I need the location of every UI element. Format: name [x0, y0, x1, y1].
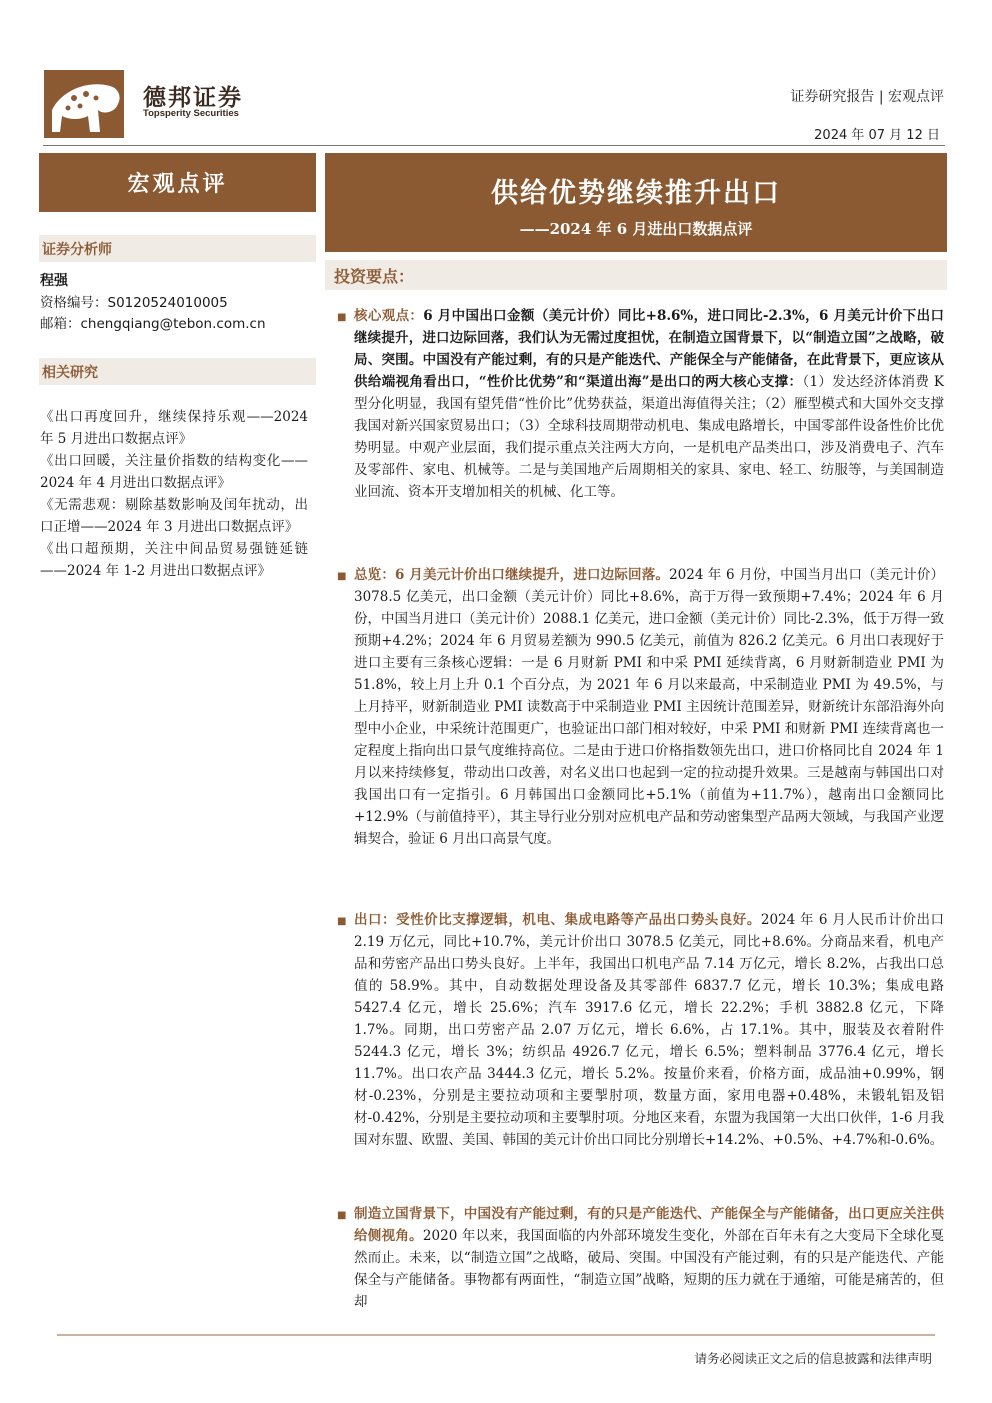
key-points-label: 投资要点： [334, 266, 415, 286]
bullet-paragraph [354, 564, 944, 850]
related-section-header [39, 358, 316, 385]
analyst-email: 邮箱：chengqiang@tebon.com.cn [40, 316, 266, 332]
related-item[interactable]: 《出口超预期，关注中间品贸易强链延链——2024 年 1-2 月进出口数据点评》 [40, 541, 308, 579]
bullet-bold: 6 月中国出口金额（美元计价）同比+8.6%，进口同比-2.3%，6 月美元计价下出口继续提升，进口边际回落，我们认为无需过度担忧，在制造立国背景下，以“制造立国”之战略，破局、突围。中国没有产能过剩，有的只是产能迭代、产能保全与产能储备，在此背景下，更应该从供给端视角看出口，“性价比优势”和“渠道出海”是出口的两大核心支撑： [354, 308, 944, 390]
related-item[interactable]: 《出口再度回升，继续保持乐观——2024 年 5 月进出口数据点评》 [40, 409, 308, 447]
bullet-lead: 总览：6 月美元计价出口继续提升，进口边际回落。 [354, 567, 670, 583]
bullet-icon: ■ [337, 916, 347, 927]
category-banner [39, 153, 316, 212]
analyst-license: 资格编号：S0120524010005 [40, 295, 228, 311]
report-date: 2024 年 07 月 12 日 [814, 128, 940, 143]
analyst-name: 程强 [40, 273, 68, 289]
bullet-text: 2024 年 6 月份，中国当月出口（美元计价）3078.5 亿美元，出口金额（美元计价）同比+8.6%，高于万得一致预期+7.4%；2024 年 6 月份，中国当月进口（美元计价）2088.1 亿美元，进口金额（美元计价）同比-2.3%，低于万得一致预期+4.2%；2024 年 6 月贸易差额为 990.5 亿美元，前值为 826.2 亿美元。6 月出口表现好于进口主要有三条核心逻辑：一是 6 月财新 PMI 和中采 PMI 延续背离，6 月财新制造业 PMI 为 51.8%，较上月上升 0.1 个百分点，为 2021 年 6 月以来最高，中采制造业 PMI 为 49.5%，与上月持平，财新制造业 PMI 读数高于中采制造业 PMI 主因统计范围差异，财新统计东部沿海外向型中小企业，中采统计范围更广，也验证出口部门相对较好，中采 PMI 和财新 PMI 连续背离也一定程度上指向出口景气度维持高位。二是由于进口价格指数领先出口，进口价格同比自 2024 年 1 月以来持续修复，带动出口改善，对名义出口也起到一定的拉动提升效果。三是越南与韩国出口对我国出口有一定指引。6 月韩国出口金额同比+5.1%（前值为+11.7%），越南出口金额同比+12.9%（与前值持平），其主导行业分别对应机电产品和劳动密集型产品两大领域，与我国产业逻辑契合，验证 6 月出口高景气度。 [354, 567, 945, 847]
bullet-text: （1）发达经济体消费 K 型分化明显，我国有望凭借“性价比”优势获益，渠道出海值得关注；（2）雁型模式和大国外交支撑我国对新兴国家贸易出口；（3）全球科技周期带动机电、集成电路增长，中国零部件设备性价比优势明显。中观产业层面，我们提示重点关注两大方向，一是机电产品类出口，涉及消费电子、汽车及零部件、家电、机械等。二是与美国地产后周期相关的家具、家电、轻工、纺服等，与美国制造业回流、资本开支增加相关的机械、化工等。 [354, 374, 945, 500]
related-item[interactable]: 《无需悲观：剔除基数影响及闰年扰动，出口正增——2024 年 3 月进出口数据点评》 [40, 497, 308, 535]
header-divider [43, 145, 945, 146]
bullet-text: 2020 年以来，我国面临的内外部环境发生变化，外部在百年未有之大变局下全球化戛然而止。未来，以“制造立国”之战略，破局、突围。中国没有产能过剩，有的只是产能迭代、产能保全与产能储备。事物都有两面性，“制造立国”战略，短期的压力就在于通缩，可能是痛苦的，但却 [354, 1228, 944, 1310]
company-logo [44, 70, 124, 138]
footer-divider [57, 1334, 935, 1336]
bullet-icon: ■ [337, 312, 347, 323]
analyst-section-header [39, 235, 316, 262]
footer-disclaimer[interactable]: 请务必阅读正文之后的信息披露和法律声明 [694, 1351, 932, 1366]
bullet-lead: 出口：受性价比支撑逻辑，机电、集成电路等产品出口势头良好。 [354, 912, 761, 928]
brand-name-en: Topsperity Securities [143, 108, 239, 119]
bullet-paragraph [354, 1203, 944, 1313]
bullet-icon: ■ [337, 571, 347, 582]
bullet-text: 2024 年 6 月人民币计价出口 2.19 万亿元，同比+10.7%，美元计价出口 3078.5 亿美元，同比+8.6%。分商品来看，机电产品和劳密产品出口势头良好。上半年，我国出口机电产品 7.14 万亿元，增长 8.2%，占我出口总值的 58.9%。其中，自动数据处理设备及其零部件 6837.7 亿元，增长 10.3%；集成电路 5427.4 亿元，增长 25.6%；汽车 3917.6 亿元，增长 22.2%；手机 3882.8 亿元，下降 1.7%。同期，出口劳密产品 2.07 万亿元，增长 6.6%，占 17.1%。其中，服装及衣着附件 5244.3 亿元，增长 3%；纺织品 4926.7 亿元，增长 6.5%；塑料制品 3776.4 亿元，增长 11.7%。出口农产品 3444.3 亿元，增长 5.2%。按量价来看，价格方面，成品油+0.99%，钢材-0.23%，分别是主要拉动项和主要掣肘项，数量方面，家用电器+0.48%，未锻轧铝及铝材-0.42%，分别是主要拉动项和主要掣肘项。分地区来看，东盟为我国第一大出口伙伴，1-6 月我国对东盟、欧盟、美国、韩国的美元计价出口同比分别增长+14.2%、+0.5%、+4.7%和-0.6%。 [354, 912, 945, 1148]
bullet-paragraph [354, 909, 944, 1151]
related-research-list [40, 406, 308, 582]
bullet-icon: ■ [337, 1210, 347, 1221]
related-section-title: 相关研究 [42, 364, 98, 381]
category-label: 宏观点评 [127, 171, 228, 197]
brand-name-cn: 德邦证券 [143, 85, 243, 111]
report-title: 供给优势继续推升出口 [491, 178, 781, 209]
report-subtitle: ——2024 年 6 月进出口数据点评 [519, 220, 753, 238]
bullet-paragraph [354, 305, 944, 503]
bullet-lead: 核心观点： [354, 308, 424, 324]
bullet-lead: 制造立国背景下，中国没有产能过剩，有的只是产能迭代、产能保全与产能储备，出口更应关注供给侧视角。 [354, 1206, 944, 1244]
report-type: 证券研究报告 | 宏观点评 [790, 89, 944, 105]
related-item[interactable]: 《出口回暖，关注量价指数的结构变化——2024 年 4 月进出口数据点评》 [40, 453, 308, 491]
title-banner [325, 153, 947, 252]
analyst-section-title: 证券分析师 [42, 241, 112, 258]
key-points-header [325, 260, 947, 290]
